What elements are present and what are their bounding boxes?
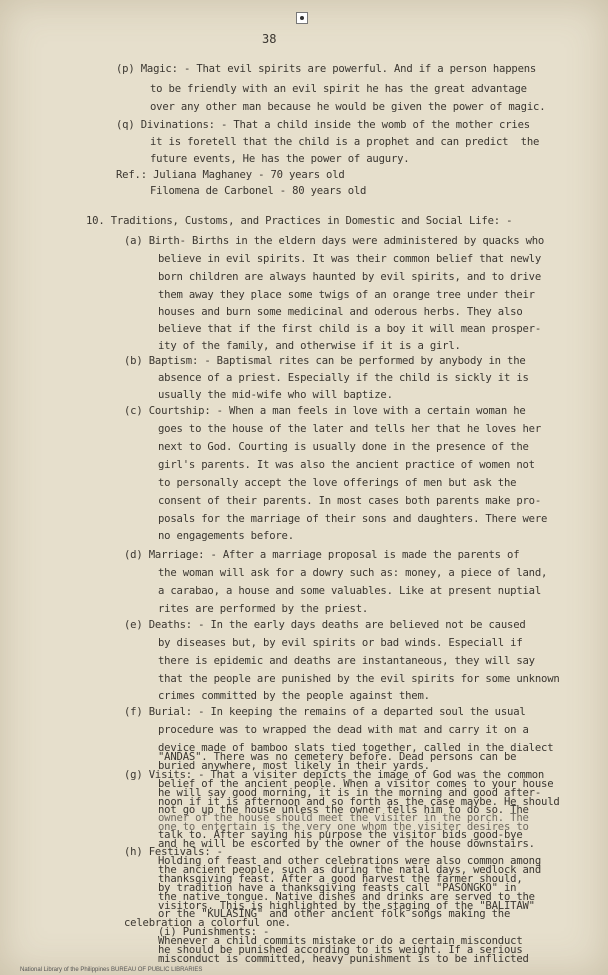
text-line: (a) Birth- Births in the eldern days were administered by quacks who (124, 235, 545, 247)
text-line: a carabao, a house and some valuables. Like at present nuptial (158, 585, 542, 597)
text-line: the woman will ask for a dowry such as: money, a piece of land, (158, 567, 548, 579)
text-line: the native tongue. Native dishes and drinks are served to the (158, 890, 535, 903)
text-line: Whenever a child commits mistake or do a certain misconduct (158, 935, 523, 948)
text-line: visitors. This is highlighted by the staging of the "BALITAW" (158, 899, 535, 912)
text-line: future events, He has the power of augury. (150, 153, 410, 165)
text-line: (f) Burial: - In keeping the remains of a departed soul the usual (124, 706, 526, 718)
text-line: not go up the house unless the owner tells him to do so. The (158, 803, 529, 816)
text-line: goes to the house of the later and tells her that he loves her (158, 423, 542, 435)
text-line: noon if it is afternoon and so forth as the case maybe. He should (158, 795, 560, 808)
text-line: over any other man because he would be given the power of magic. (150, 101, 546, 113)
text-line: to personally accept the love offerings of men but ask the (158, 477, 517, 489)
text-line: device made of bamboo slats tied together, called in the dialect (158, 742, 554, 754)
text-line: or the "KULASING" and other ancient folk songs making the (158, 908, 511, 921)
reference-line: Filomena de Carbonel - 80 years old (150, 185, 367, 197)
text-line: there is epidemic and deaths are instantaneous, they will say (158, 655, 535, 667)
text-line: (e) Deaths: - In the early days deaths are believed not be caused (124, 619, 526, 631)
text-line: owner of the house should meet the visiter in the porch. The (158, 812, 529, 825)
text-line: by diseases but, by evil spirits or bad winds. Especiall if (158, 637, 523, 649)
text-line: them away they place some twigs of an orange tree under their (158, 289, 535, 301)
text-line: born children are always haunted by evil spirits, and to drive (158, 271, 542, 283)
text-line: (g) Visits: - That a visiter depicts the image of God was the common (124, 768, 545, 781)
text-line: houses and burn some medicinal and oderous herbs. They also (158, 306, 523, 318)
text-line: (i) Punishments: - (158, 926, 270, 939)
text-line: ity of the family, and otherwise if it is a girl. (158, 340, 461, 352)
text-line: believe in evil spirits. It was their common belief that newly (158, 253, 542, 265)
text-line: thanksgiving feast. After a good harvest the farmer should, (158, 872, 523, 885)
text-line: (c) Courtship: - When a man feels in love with a certain woman he (124, 405, 526, 417)
text-line: next to God. Courting is usually done in the presence of the (158, 441, 529, 453)
text-line: girl's parents. It was also the ancient practice of women not (158, 459, 535, 471)
text-line: usually the mid-wife who will baptize. (158, 389, 393, 401)
text-line: (b) Baptism: - Baptismal rites can be performed by anybody in the (124, 355, 526, 367)
text-line: no engagements before. (158, 530, 294, 542)
page-number: 38 (262, 32, 277, 46)
text-line: (d) Marriage: - After a marriage proposal is made the parents of (124, 549, 520, 561)
text-line: (p) Magic: - That evil spirits are powerful. And if a person happens (116, 63, 537, 75)
text-line: talk to. After saying his purpose the visitor bids good-bye (158, 829, 523, 842)
text-line: crimes committed by the people against them. (158, 690, 430, 702)
binder-hole-icon (296, 12, 308, 24)
text-line: by tradition have a thanksgiving feasts call "PASONGKO" in (158, 881, 517, 894)
text-line: and he will be escorted by the owner of the house downstairs. (158, 837, 535, 850)
text-line: he will say good morning, it is in the morning and good after- (158, 786, 542, 799)
section-heading: 10. Traditions, Customs, and Practices in Domestic and Social Life: - (86, 215, 513, 227)
text-line: (q) Divinations: - That a child inside the womb of the mother cries (116, 119, 530, 131)
text-line: it is foretell that the child is a prophet and can predict the (150, 136, 540, 148)
text-line: (h) Festivals: - (124, 846, 223, 859)
text-line: to be friendly with an evil spirit he has the great advantage (150, 83, 527, 95)
text-line: "ANDAS". There was no cemetery before. Dead persons can be (158, 751, 517, 764)
text-line: celebration a colorful one. (124, 917, 291, 930)
text-line: rites are performed by the priest. (158, 603, 369, 615)
text-line: consent of their parents. In most cases both parents make pro- (158, 495, 542, 507)
text-line: believe that if the first child is a boy it will mean prosper- (158, 323, 542, 335)
text-line: the ancient people, such as during the natal days, wedlock and (158, 863, 542, 876)
text-line: posals for the marriage of their sons and daughters. There were (158, 513, 548, 525)
text-line: misconduct is committed, heavy punishment is to be inflicted (158, 953, 529, 965)
archive-footer: National Library of the Philippines BUREAU OF PUBLIC LIBRARIES (20, 967, 203, 973)
text-line: Holding of feast and other celebrations were also common among (158, 854, 542, 867)
text-line: that the people are punished by the evil spirits for some unknown (158, 673, 560, 685)
text-line: belief of the ancient people. When a visitor comes to your house (158, 777, 554, 790)
text-line: absence of a priest. Especially if the child is sickly it is (158, 372, 529, 384)
reference-line: Ref.: Juliana Maghaney - 70 years old (116, 169, 345, 181)
text-line: buried anywhere, most likely in their yards. (158, 760, 430, 773)
text-line: procedure was to wrapped the dead with mat and carry it on a (158, 724, 529, 736)
text-line: he should be punished according to its weight. If a serious (158, 944, 523, 957)
text-line: one to entertain is the very one whom the visiter desires to (158, 820, 529, 833)
